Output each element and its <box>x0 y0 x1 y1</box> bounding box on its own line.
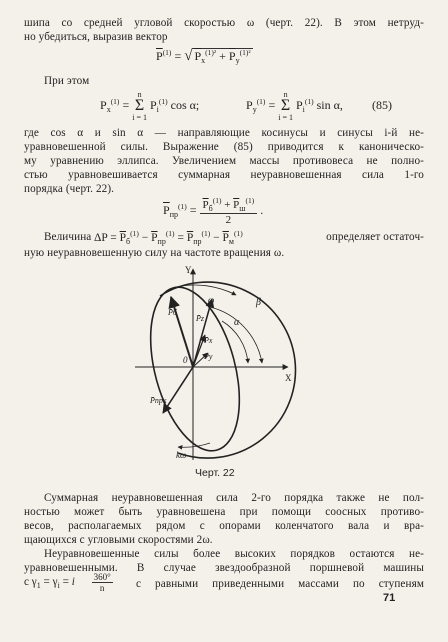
text-line: Величина <box>44 231 92 243</box>
label-x-axis: X <box>285 373 292 383</box>
text-line: порядка (черт. 22). <box>24 183 115 195</box>
label-origin: 0 <box>183 355 188 365</box>
label-komega: kω <box>176 450 187 460</box>
text-line: шипа со средней угловой скоростью ω (черт. 22). В этом нетруд- <box>24 17 424 29</box>
text-line: где cos α и sin α — направляющие косинусы и синусы i-й не- <box>24 127 424 139</box>
label-omega: ω <box>208 295 215 305</box>
formula-delta: $\Delta P = \overline{P}_б^{(1)} - \overline{P}_{пр}^{(1)} = \overline{P}_{пр}^{(1)} - \overline{P}_м^{(1)}$ <box>94 229 243 246</box>
label-p-x: P̄x <box>204 336 213 345</box>
text-line: уравновешенной силы. Выражение (85) приводится к каноническо- <box>24 141 424 153</box>
text-line: определяет остаточ- <box>326 231 424 243</box>
text-line: ную неуравновешенную силу на частоте вращения ω. <box>24 247 285 259</box>
text-line: стью уравновешивается суммарная неуравновешенная сила 1-го <box>24 169 424 181</box>
label-alpha: α <box>234 317 240 328</box>
text-line: с равными приведенными массами по ступеням <box>136 578 424 590</box>
equation-number: (85) <box>372 98 392 112</box>
circle-arc <box>160 282 295 458</box>
label-p-y: P̄y <box>204 352 213 361</box>
angle-arc-beta <box>210 307 262 363</box>
text-line: щающихся с угловыми скоростями 2ω. <box>24 534 213 546</box>
label-y-axis: Y <box>185 265 192 275</box>
label-beta-angle: β <box>256 297 261 308</box>
label-p-z: P̄z <box>196 314 204 323</box>
label-p-beta: P̄б <box>168 308 177 317</box>
text-line: Неуравновешенные силы более высоких порядков остаются не- <box>44 548 424 560</box>
vector-p-pr <box>163 367 193 413</box>
omega-arrow <box>176 285 236 295</box>
text-line: уравновешенными. В случае звездообразной поршневой машины <box>24 562 424 574</box>
formula-gamma: с $\gamma_1 = \gamma_i = i$ $\frac{360^\circ}{n}$ <box>24 572 111 593</box>
page-number: 71 <box>383 592 396 604</box>
text-line: ностью может быть уравновешена при помощи соосных противо- <box>24 506 424 518</box>
formula-85-right: $P_y^{(1)}$ = n Σ i = 1 $P_i^{(1)}$ sin α, <box>246 90 343 122</box>
text-line: му уравнению эллипса. Увеличением массы противовеса не полно- <box>24 155 424 167</box>
text-line: Суммарная неуравновешенная сила 2-го порядка также не пол- <box>44 492 424 504</box>
text-line: При этом <box>44 75 90 87</box>
figure-caption: Черт. 22 <box>195 467 235 479</box>
text-line: но убедиться, выразив вектор <box>24 31 168 43</box>
figure-ellipse-diagram <box>0 255 448 470</box>
text-line: весов, располагаемых рядом с опорами коленчатого вала и вра- <box>24 520 424 532</box>
formula-pr: $\overline{P}_{пр}^{(1)}$ = $\overline{P}_б^{(1)} + \overline{P}_ш^{(1)}$ 2 . <box>163 196 264 226</box>
formula-85-left: $P_x^{(1)}$ = n Σ i = 1 $P_i^{(1)}$ cos α; <box>100 90 200 122</box>
label-p-pr: P̄прк <box>150 396 167 405</box>
formula-vector: $\overline{P}^{(1)}$ = √ $P_x^{(1)^2} + \overline{P}_y^{(1)^2}$ <box>156 48 251 65</box>
force-ellipse <box>135 278 256 461</box>
